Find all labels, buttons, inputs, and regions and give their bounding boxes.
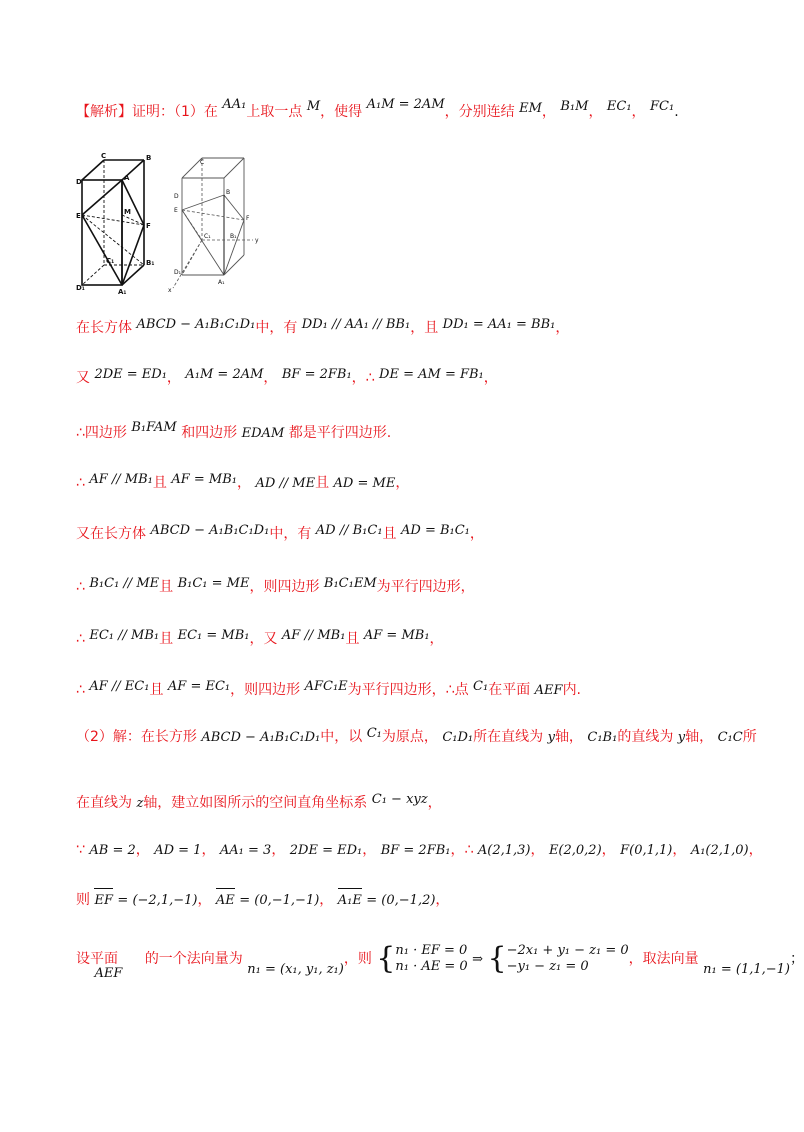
- vector-ae: AE: [216, 891, 235, 911]
- line-6: 又在长方体 ABCD − A₁B₁C₁D₁中，有 AD // B₁C₁且 AD = B₁C₁，: [76, 523, 484, 542]
- svg-text:B₁: B₁: [230, 233, 237, 240]
- line-7: ∴ B₁C₁ // ME且 B₁C₁ = ME，则四边形 B₁C₁EM为平行四边形，: [76, 576, 475, 595]
- svg-text:y: y: [255, 237, 259, 244]
- svg-text:A₁: A₁: [218, 279, 225, 286]
- line-4: ∴四边形 B₁FAM 和四边形 EDAM 都是平行四边形.: [76, 420, 392, 441]
- line-12: ∵ AB = 2， AD = 1， AA₁ = 3， 2DE = ED₁， BF = 2FB₁，∴ A(2,1,3)， E(2,0,2)， F(0,1,1)， A₁(2,1,0)，: [76, 842, 763, 858]
- svg-text:M: M: [124, 208, 131, 216]
- svg-text:C: C: [200, 159, 205, 166]
- system-brace-1: {: [376, 941, 396, 976]
- svg-text:B₁: B₁: [146, 259, 155, 267]
- line-14: 设平面 AEF 的一个法向量为 n₁ = (x₁, y₁, z₁)，则 {n₁ · EF = 0 n₁ · AE = 0 ⇒ {−2x₁ + y₁ − z₁ = 0 −y₁ − z₁ = 0 ，取法向量 n₁ = (1,1,−1)；: [76, 941, 804, 981]
- svg-text:C: C: [101, 152, 107, 160]
- svg-text:C₁: C₁: [204, 233, 211, 240]
- line-1: 【解析】证明：（1）在 AA₁上取一点 M，使得 A₁M = 2AM，分别连结 EM， B₁M， EC₁， FC₁.: [76, 97, 679, 120]
- system-2: −2x₁ + y₁ − z₁ = 0 −y₁ − z₁ = 0: [506, 943, 629, 974]
- svg-text:F: F: [246, 215, 250, 222]
- svg-text:B: B: [226, 189, 231, 196]
- svg-text:x: x: [168, 287, 172, 294]
- system-1: n₁ · EF = 0 n₁ · AE = 0: [395, 943, 468, 974]
- line-2: 在长方体 ABCD − A₁B₁C₁D₁中，有 DD₁ // AA₁ // BB₁，且 DD₁ = AA₁ = BB₁，: [76, 317, 570, 336]
- svg-text:D: D: [174, 193, 179, 200]
- svg-text:A₁: A₁: [118, 288, 127, 296]
- line-3: 又 2DE = ED₁， A₁M = 2AM， BF = 2FB₁，∴ DE = AM = FB₁，: [76, 367, 498, 386]
- line-10: （2）解：在长方形 ABCD − A₁B₁C₁D₁中，以 C₁为原点， C₁D₁所在直线为 y轴， C₁B₁的直线为 y轴， C₁C所: [76, 726, 757, 745]
- svg-text:D₁: D₁: [174, 269, 182, 276]
- geometry-figures: [76, 150, 276, 299]
- line-5: ∴ AF // MB₁且 AF = MB₁， AD // ME且 AD = ME，: [76, 472, 410, 491]
- fig1-front-face: [82, 180, 122, 285]
- svg-text:F: F: [146, 222, 151, 230]
- svg-text:B: B: [146, 154, 152, 162]
- line-11: 在直线为 z轴，建立如图所示的空间直角坐标系 C₁ − xyz，: [76, 792, 442, 811]
- svg-text:E: E: [76, 212, 81, 220]
- vector-a1e: A₁E: [338, 891, 362, 911]
- system-brace-2: {: [487, 941, 507, 976]
- svg-text:A: A: [124, 174, 130, 182]
- svg-text:D₁: D₁: [76, 284, 85, 292]
- figure-cuboid-1: [76, 150, 276, 295]
- line-13: 则 EF = (−2,1,−1)， AE = (0,−1,−1)， A₁E = (0,−1,2)，: [76, 890, 449, 911]
- svg-text:C₁: C₁: [106, 257, 115, 265]
- vector-ef: EF: [94, 891, 113, 911]
- svg-text:D: D: [76, 178, 82, 186]
- line-9: ∴ AF // EC₁且 AF = EC₁，则四边形 AFC₁E为平行四边形，∴点 C₁在平面 AEF内.: [76, 679, 582, 698]
- svg-text:E: E: [174, 207, 178, 214]
- line-8: ∴ EC₁ // MB₁且 EC₁ = MB₁，又 AF // MB₁且 AF = MB₁，: [76, 628, 444, 647]
- jiexi-tag: 【解析】: [76, 104, 132, 120]
